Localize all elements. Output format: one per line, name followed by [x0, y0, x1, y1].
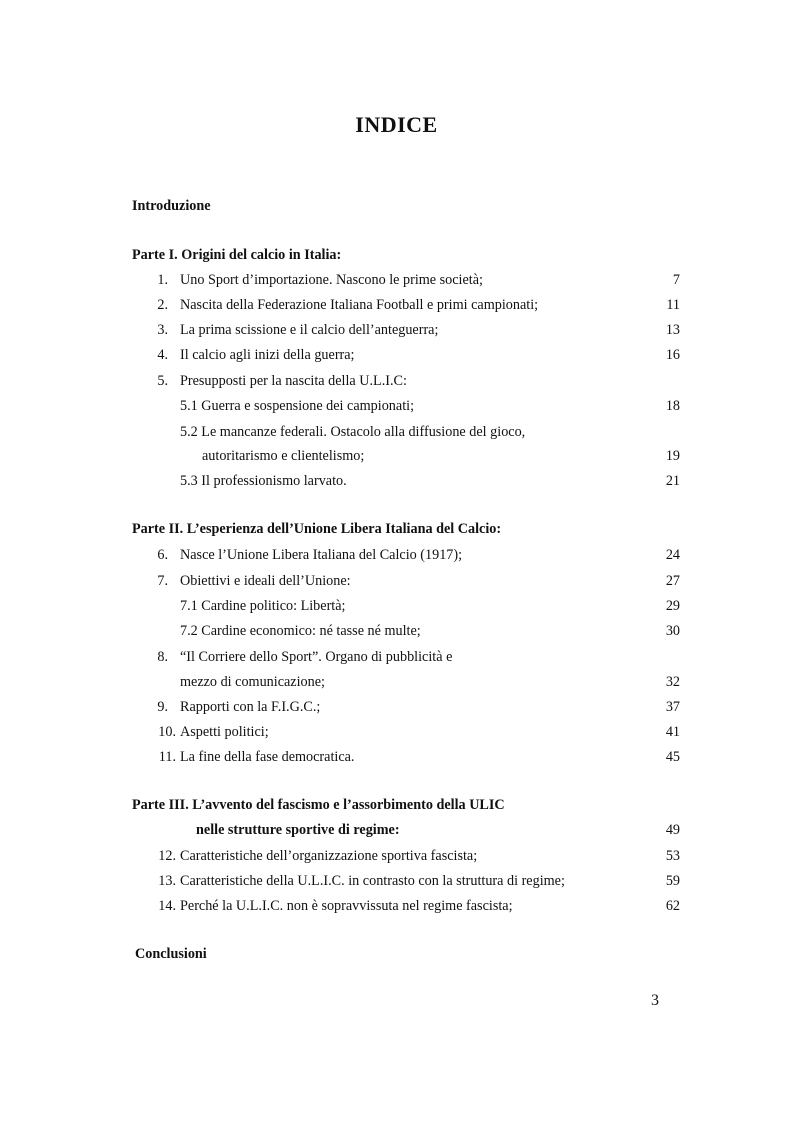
toc-entry-text: Uno Sport d’importazione. Nascono le prime società; — [180, 272, 483, 288]
toc-entry-number: 7. — [157, 573, 168, 589]
toc-entry-text: La prima scissione e il calcio dell’anteguerra; — [180, 322, 439, 338]
toc-entry-text: Obiettivi e ideali dell’Unione: — [180, 573, 351, 589]
toc-entry — [156, 372, 407, 390]
toc-entry-number: 4. — [157, 347, 168, 363]
toc-entry-number: 8. — [157, 649, 168, 665]
toc-entry-text: Rapporti con la F.I.G.C.; — [180, 699, 321, 715]
toc-entry-page: 11 — [666, 297, 680, 313]
toc-entry-page: 29 — [665, 598, 680, 614]
toc-entry — [156, 872, 565, 890]
toc-entry — [156, 648, 453, 666]
toc-entry-page: 32 — [665, 674, 680, 690]
toc-entry-page: 13 — [665, 322, 680, 338]
toc-entry-text: La fine della fase democratica. — [180, 749, 355, 765]
toc-entry-continuation: mezzo di comunicazione; — [180, 674, 325, 690]
toc-entry-page: 59 — [665, 873, 680, 889]
toc-subentry-text: 5.3 Il professionismo larvato. — [180, 473, 347, 489]
toc-entry-number: 6. — [157, 547, 168, 563]
toc-entry — [156, 321, 439, 339]
toc-entry-text: Perché la U.L.I.C. non è sopravvissuta nel regime fascista; — [180, 898, 513, 914]
toc-entry-page: 18 — [665, 398, 680, 414]
toc-entry-page: 19 — [665, 448, 680, 464]
toc-entry — [156, 847, 478, 865]
toc-entry — [156, 546, 463, 564]
toc-entry — [156, 897, 513, 915]
toc-entry-text: Presupposti per la nascita della U.L.I.C: — [180, 373, 407, 389]
toc-entry-page: 49 — [665, 822, 680, 838]
page-title: INDICE — [355, 112, 438, 137]
toc-entry-number: 1. — [157, 272, 168, 288]
toc-entry-number: 13. — [158, 873, 176, 889]
toc-entry — [156, 572, 351, 590]
toc-subentry-continuation: autoritarismo e clientelismo; — [202, 448, 365, 464]
toc-entry-page: 16 — [665, 347, 680, 363]
toc-entry — [156, 748, 355, 766]
toc-entry — [156, 346, 355, 364]
toc-subentry-text: 5.1 Guerra e sospensione dei campionati; — [180, 398, 415, 414]
toc-entry-number: 9. — [157, 699, 168, 715]
toc-entry-text: Caratteristiche dell’organizzazione sportiva fascista; — [180, 848, 478, 864]
toc-entry — [156, 271, 483, 289]
toc-entry-page: 21 — [665, 473, 680, 489]
part-3-heading: Parte III. L’avvento del fascismo e l’assorbimento della ULIC — [132, 797, 505, 813]
toc-entry-number: 14. — [158, 898, 176, 914]
toc-entry-text: Il calcio agli inizi della guerra; — [180, 347, 355, 363]
toc-entry-page: 45 — [665, 749, 680, 765]
toc-entry-text: Caratteristiche della U.L.I.C. in contrasto con la struttura di regime; — [180, 873, 565, 889]
toc-entry-number: 12. — [158, 848, 176, 864]
toc-entry-page: 27 — [665, 573, 680, 589]
toc-entry-number: 10. — [158, 724, 176, 740]
toc-entry-number: 5. — [157, 373, 168, 389]
toc-entry-text: “Il Corriere dello Sport”. Organo di pubblicità e — [180, 649, 453, 665]
toc-entry — [156, 296, 539, 314]
toc-entry-page: 41 — [665, 724, 680, 740]
part-3-heading-continuation: nelle strutture sportive di regime: — [196, 822, 400, 838]
toc-entry — [156, 698, 321, 716]
toc-entry-page: 53 — [665, 848, 680, 864]
toc-subentry-text: 7.1 Cardine politico: Libertà; — [180, 598, 346, 614]
part-2-heading: Parte II. L’esperienza dell’Unione Libera Italiana del Calcio: — [132, 521, 502, 537]
toc-entry-page: 62 — [665, 898, 680, 914]
toc-entry-page: 24 — [665, 547, 680, 563]
page-number: 3 — [651, 992, 659, 1009]
toc-entry-text: Nascita della Federazione Italiana Football e primi campionati; — [180, 297, 539, 313]
toc-entry — [156, 723, 269, 741]
intro-heading: Introduzione — [132, 198, 211, 214]
toc-entry-page: 37 — [665, 699, 680, 715]
toc-entry-text: Aspetti politici; — [180, 724, 269, 740]
toc-entry-page: 30 — [665, 623, 680, 639]
toc-subentry-text: 5.2 Le mancanze federali. Ostacolo alla diffusione del gioco, — [180, 424, 526, 440]
toc-entry-text: Nasce l’Unione Libera Italiana del Calcio (1917); — [180, 547, 463, 563]
toc-subentry-text: 7.2 Cardine economico: né tasse né multe; — [180, 623, 421, 639]
toc-entry-number: 2. — [157, 297, 168, 313]
toc-entry-page: 7 — [672, 272, 680, 288]
conclusion-heading: Conclusioni — [135, 946, 207, 962]
toc-entry-number: 3. — [157, 322, 168, 338]
toc-entry-number: 11. — [158, 749, 176, 765]
part-1-heading: Parte I. Origini del calcio in Italia: — [132, 247, 342, 263]
